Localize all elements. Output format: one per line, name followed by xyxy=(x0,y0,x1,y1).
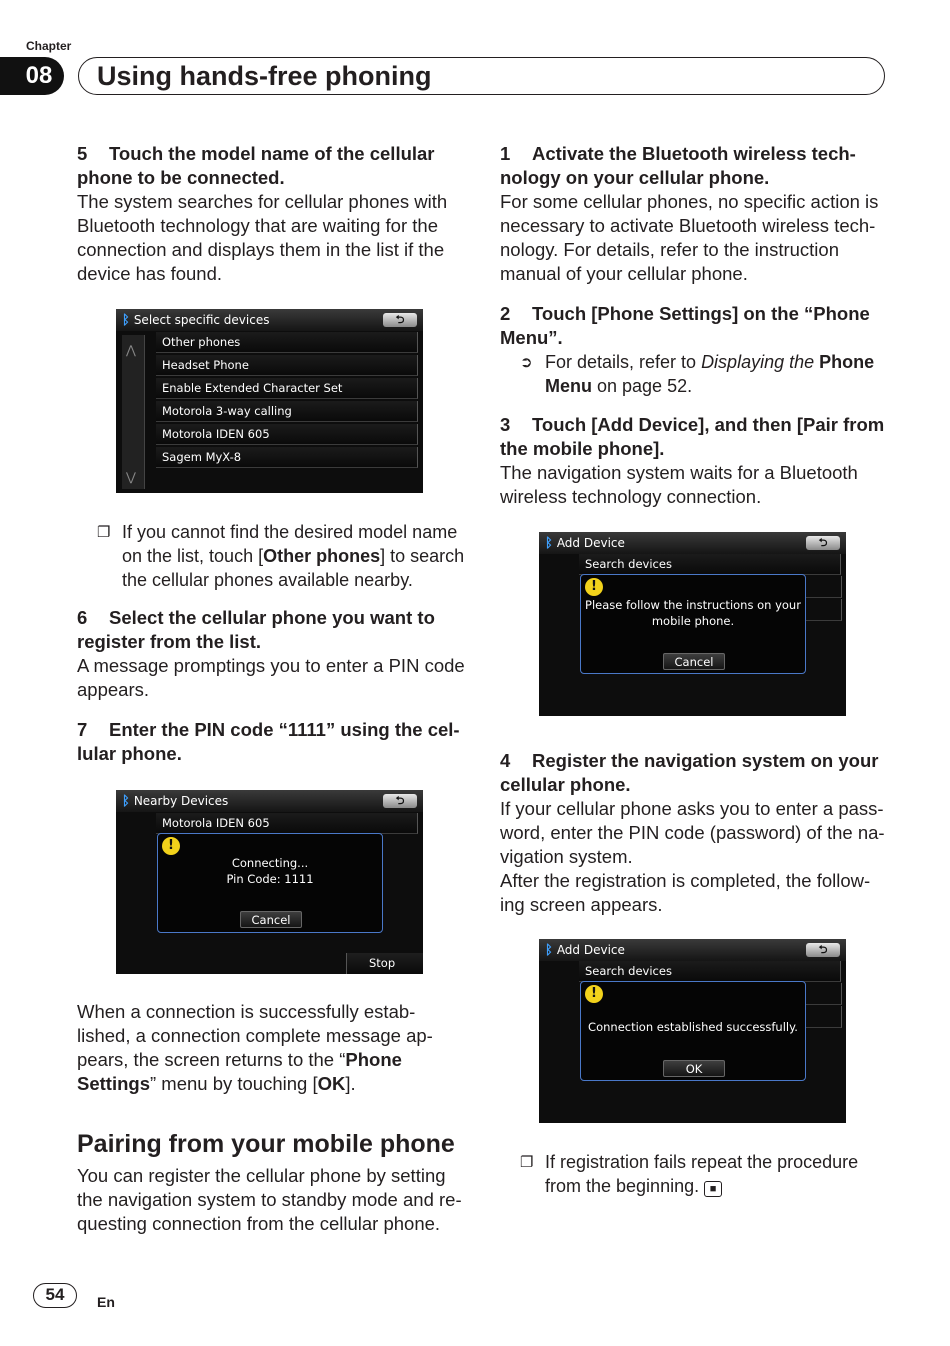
connecting-dialog xyxy=(157,833,383,933)
scroll-up-icon[interactable]: ⋀ xyxy=(126,343,136,357)
step-5-body: The system searches for cellular phones with Bluetooth technology that are waiting for the connection and displays them in the list if the device has found. xyxy=(77,191,448,284)
screen-title-bar xyxy=(116,790,423,812)
dialog-line-2: Pin Code: 1111 xyxy=(226,872,314,886)
step-2-heading xyxy=(500,302,890,350)
step-1-heading xyxy=(500,142,890,190)
step-number: 4 xyxy=(500,750,511,771)
chapter-label: Chapter xyxy=(26,39,72,53)
reference-text: For details, refer to Displaying the Phone Menu on page 52. xyxy=(545,352,875,396)
step-number: 3 xyxy=(500,414,511,435)
list-item-edge xyxy=(805,983,842,1005)
screen-title: Add Device xyxy=(556,943,625,957)
select-devices-screen xyxy=(116,309,423,493)
language-label: En xyxy=(97,1294,115,1310)
list-item-edge xyxy=(805,1006,842,1028)
step-3-heading xyxy=(500,413,895,461)
cancel-button[interactable]: Cancel xyxy=(240,911,302,928)
note-icon: ❐ xyxy=(520,1154,534,1171)
step-number: 6 xyxy=(77,607,88,628)
follow-instructions-dialog xyxy=(580,574,806,674)
connection-complete-paragraph: When a connection is successfully estab-lished, a connection complete message ap-pears, the screen returns to the “Phone Settings” menu by touching [OK]. xyxy=(77,1001,433,1094)
step-6-body: A message promptings you to enter a PIN code appears. xyxy=(77,655,465,700)
step-2-reference xyxy=(520,350,890,398)
bluetooth-icon: ᛒ xyxy=(545,942,553,958)
list-item[interactable]: Motorola 3-way calling xyxy=(156,401,418,422)
ok-button[interactable]: OK xyxy=(663,1060,725,1077)
nearby-devices-screen xyxy=(116,790,423,974)
warning-icon: ! xyxy=(585,578,603,596)
end-mark-icon: ■ xyxy=(704,1181,722,1197)
note-registration-fails xyxy=(520,1150,890,1198)
list-item-edge xyxy=(805,576,842,598)
warning-icon: ! xyxy=(162,837,180,855)
note-other-phones xyxy=(97,520,467,592)
scroll-down-icon[interactable]: ⋁ xyxy=(126,470,136,484)
back-button[interactable]: ⮌ xyxy=(383,794,417,808)
dialog-line-1: Connection established successfully. xyxy=(588,1020,798,1034)
step-heading-text: Activate the Bluetooth wireless tech-nology on your cellular phone. xyxy=(500,143,856,188)
arrow-icon: ➲ xyxy=(520,354,533,371)
screen-title: Nearby Devices xyxy=(133,794,229,808)
back-button[interactable]: ⮌ xyxy=(806,536,840,550)
step-number: 2 xyxy=(500,303,511,324)
dialog-line-1: Connecting... xyxy=(231,856,309,870)
note-icon: ❐ xyxy=(97,524,111,541)
dialog-line-1: Please follow the instructions on your xyxy=(585,598,801,612)
step-6-heading xyxy=(77,606,467,654)
step-7-heading xyxy=(77,718,467,766)
screen-title: Add Device xyxy=(556,536,625,550)
list-item[interactable]: Headset Phone xyxy=(156,355,418,376)
page-title-text: Using hands-free phoning xyxy=(97,60,432,91)
add-device-success-screen xyxy=(539,939,846,1123)
screen-title-bar xyxy=(116,309,423,331)
bluetooth-icon: ᛒ xyxy=(545,535,553,551)
step-number: 7 xyxy=(77,719,88,740)
success-dialog xyxy=(580,981,806,1081)
warning-icon: ! xyxy=(585,985,603,1003)
step-number: 5 xyxy=(77,143,88,164)
bluetooth-icon: ᛒ xyxy=(122,312,130,328)
scroll-bar[interactable] xyxy=(122,335,145,489)
step-number: 1 xyxy=(500,143,511,164)
page-title xyxy=(78,57,885,95)
list-item[interactable]: Search devices xyxy=(579,554,841,575)
bluetooth-icon: ᛒ xyxy=(122,793,130,809)
step-heading-text: Touch [Add Device], and then [Pair from the mobile phone]. xyxy=(500,414,885,459)
screen-title: Select specific devices xyxy=(133,313,270,327)
list-item-edge xyxy=(805,599,842,621)
step-3-body: The navigation system waits for a Bluetooth wireless technology connection. xyxy=(500,462,858,507)
stop-button[interactable]: Stop xyxy=(346,953,423,974)
section-heading: Pairing from your mobile phone xyxy=(77,1130,455,1158)
back-button[interactable]: ⮌ xyxy=(383,313,417,327)
list-item[interactable]: Other phones xyxy=(156,332,418,353)
step-4-body-2: After the registration is completed, the follow-ing screen appears. xyxy=(500,870,871,915)
step-5-heading xyxy=(77,142,467,190)
dialog-line-2: mobile phone. xyxy=(651,614,735,628)
section-body: You can register the cellular phone by setting the navigation system to standby mode and re-questing connection from the cellular phone. xyxy=(77,1165,462,1234)
step-4-body-1: If your cellular phone asks you to enter a pass-word, enter the PIN code (password) of the na-vigation system. xyxy=(500,798,885,867)
list-item[interactable]: Motorola IDEN 605 xyxy=(156,813,418,834)
step-heading-text: Select the cellular phone you want to register from the list. xyxy=(77,607,435,652)
note-text: If you cannot find the desired model name on the list, touch [Other phones] to search the cellular phones available nearby. xyxy=(122,522,465,590)
step-4-heading xyxy=(500,749,895,797)
step-heading-text: Touch the model name of the cellular phone to be connected. xyxy=(77,143,435,188)
step-heading-text: Touch [Phone Settings] on the “Phone Menu”. xyxy=(500,303,870,348)
list-item[interactable]: Sagem MyX-8 xyxy=(156,447,418,468)
list-item[interactable]: Enable Extended Character Set xyxy=(156,378,418,399)
list-item[interactable]: Search devices xyxy=(579,961,841,982)
page-number: 54 xyxy=(33,1283,77,1308)
step-1-body: For some cellular phones, no specific action is necessary to activate Bluetooth wireless tech-nology. For details, refer to the instruction manual of your cellular phone. xyxy=(500,191,879,284)
screen-title-bar xyxy=(539,532,846,554)
cancel-button[interactable]: Cancel xyxy=(663,653,725,670)
step-heading-text: Enter the PIN code “1111” using the cel-lular phone. xyxy=(77,719,460,764)
step-heading-text: Register the navigation system on your cellular phone. xyxy=(500,750,879,795)
back-button[interactable]: ⮌ xyxy=(806,943,840,957)
list-item[interactable]: Motorola IDEN 605 xyxy=(156,424,418,445)
add-device-waiting-screen xyxy=(539,532,846,716)
screen-title-bar xyxy=(539,939,846,961)
chapter-number: 08 xyxy=(0,57,64,95)
note-text: If registration fails repeat the procedure from the beginning. ■ xyxy=(545,1152,859,1196)
